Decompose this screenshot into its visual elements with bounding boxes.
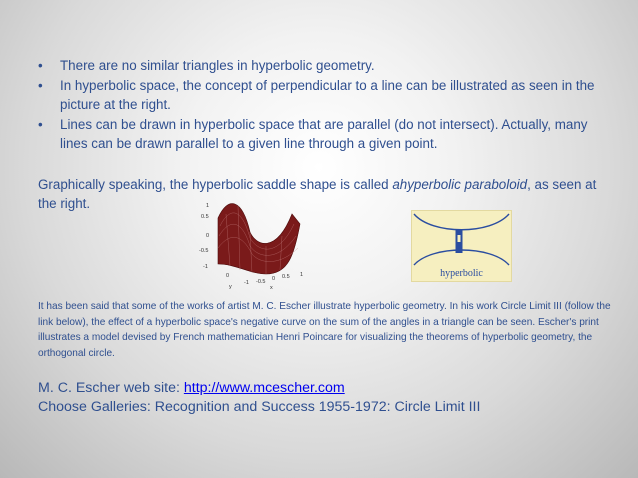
bullet-icon: •	[38, 117, 43, 132]
hyperbolic-perpendicular-image	[411, 210, 512, 282]
x-tick: 0.5	[282, 274, 290, 280]
x-tick: 1	[300, 272, 304, 278]
saddle-mesh	[218, 204, 300, 274]
bullet-item	[38, 56, 613, 75]
perpendicular-gap	[458, 235, 461, 242]
bullet-text: In hyperbolic space, the concept of perpendicular to a line can be illustrated as seen in the picture at the right.	[60, 78, 595, 112]
galleries-line: Choose Galleries: Recognition and Success 1955-1972: Circle Limit III	[38, 399, 481, 415]
z-tick: -1	[203, 264, 208, 270]
bullet-list	[38, 56, 613, 154]
saddle-surface-image	[196, 196, 314, 294]
z-tick: 1	[206, 203, 210, 209]
bullet-icon: •	[38, 78, 43, 93]
escher-website-link[interactable]: http://www.mcescher.com	[183, 380, 345, 396]
paragraph-emphasis: ahyperbolic paraboloid	[392, 177, 528, 192]
y-tick: -1	[244, 280, 249, 286]
z-tick: 0	[206, 233, 210, 239]
z-tick: -0.5	[199, 248, 209, 254]
x-axis-label: x	[270, 285, 273, 291]
y-tick: 0	[226, 273, 230, 279]
z-tick: 0.5	[201, 214, 209, 220]
bullet-item	[38, 76, 613, 114]
x-tick: 0	[272, 276, 276, 282]
web-site-label: M. C. Escher web site:	[38, 380, 184, 396]
escher-paragraph: It has been said that some of the works of artist M. C. Escher illustrate hyperbolic geometry. In his work Circle Limit III (follow the link below), the effect of a hyperbolic space's negative curve on the sum of the angles in a triangle can be seen. Escher's print illustrates a model devised by French mathematician Henri Poincare for visualizing the theorems of hyperbolic geometry, the orthogonal circle.	[38, 301, 611, 359]
web-site-line	[38, 379, 345, 398]
paragraph-text: Graphically speaking, the hyperbolic saddle shape is called	[38, 177, 393, 192]
y-axis-label: y	[229, 284, 232, 290]
bullet-item	[38, 115, 613, 153]
bullet-icon: •	[38, 58, 43, 73]
paragraph-text-end: , as seen at the right.	[38, 177, 597, 211]
x-tick: -0.5	[256, 279, 266, 285]
hyperbolic-label: hyperbolic	[440, 268, 483, 279]
bullet-text: Lines can be drawn in hyperbolic space that are parallel (do not intersect). Actually, many lines can be drawn parallel to a given line through a given point.	[60, 117, 588, 151]
bullet-text: There are no similar triangles in hyperbolic geometry.	[60, 58, 375, 73]
saddle-paragraph	[38, 175, 613, 213]
